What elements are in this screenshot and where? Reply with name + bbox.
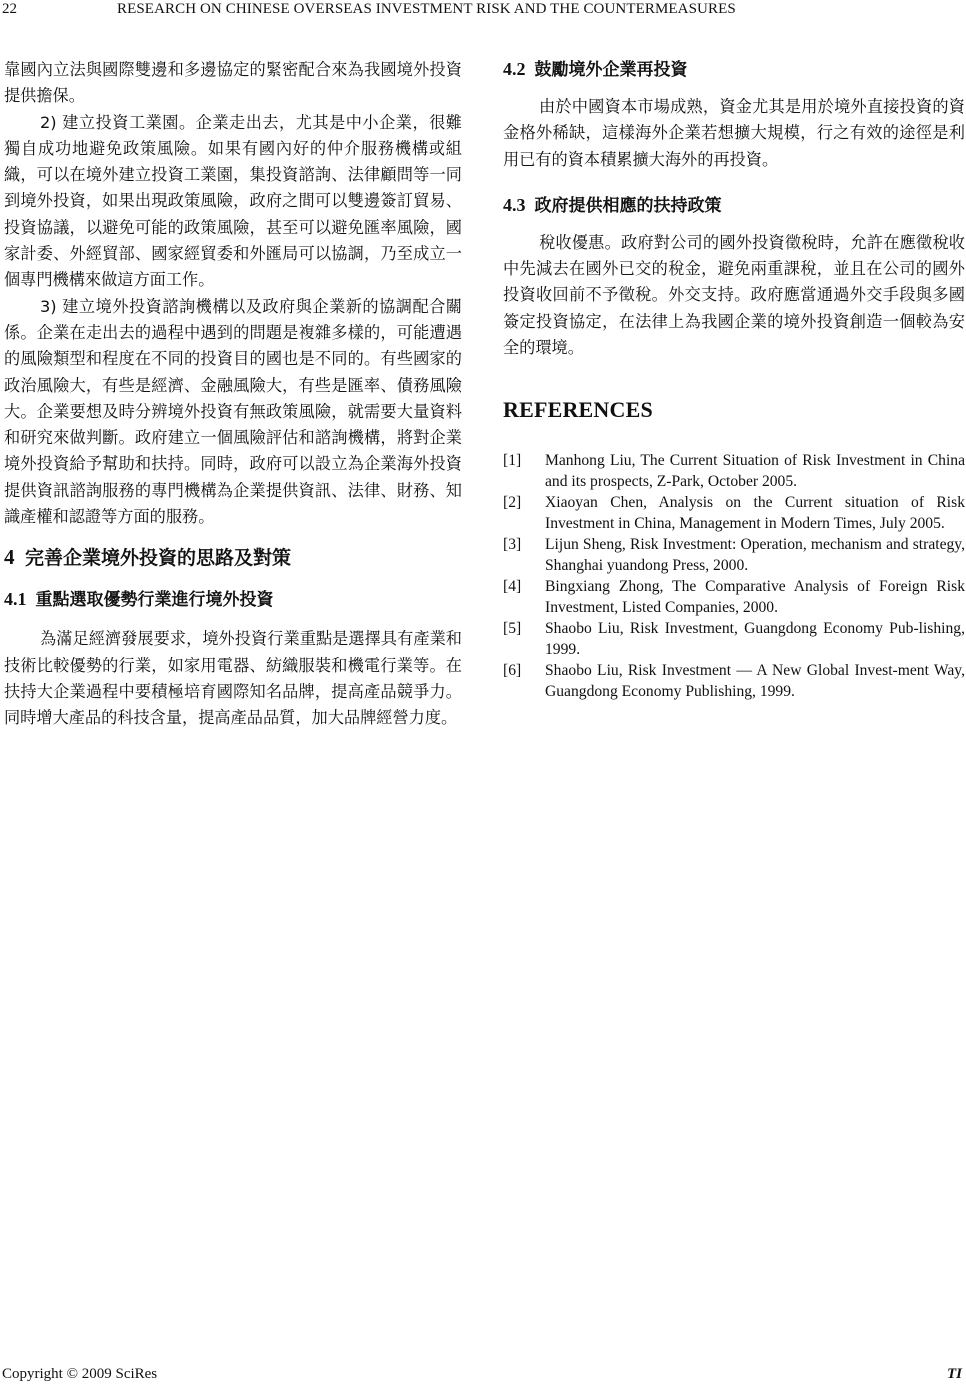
reference-number: [4] (503, 578, 522, 596)
paragraph-4-3: 稅收優惠。政府對公司的國外投資徵稅時，允許在應徵稅收中先減去在國外已交的稅金，避免兩重課稅，並且在公司的國外投資收回前不予徵稅。外交支持。政府應當通過外交手段與多國簽定投資協定，在法律上為我國企業的境外投資創造一個較為安全的環境。 (503, 232, 965, 358)
reference-list (503, 451, 965, 702)
left-column (4, 57, 462, 732)
reference-number: [6] (503, 662, 522, 680)
section-4-2-heading (503, 57, 965, 82)
paragraph-industrial-park: 2) 建立投資工業園。企業走出去，尤其是中小企業，很難獨自成功地避免政策風險。如果有國內好的仲介服務機構或組織，可以在境外建立投資工業園，集投資諮詢、法律顧問等一同到境外投資，如果出現政策風險，政府之間可以雙邊簽訂貿易、投資協議，以避免可能的政策風險，甚至可以避免匯率風險，國家計委、外經貿部、國家經貿委和外匯局可以協調，乃至成立一個專門機構來做這方面工作。 (4, 112, 462, 290)
reference-item (503, 619, 965, 660)
reference-item (503, 661, 965, 702)
running-title: RESEARCH ON CHINESE OVERSEAS INVESTMENT RISK AND THE COUNTERMEASURES (117, 1, 736, 17)
section-4-3-number: 4.3 (503, 194, 526, 215)
page-number: 22 (2, 1, 17, 17)
reference-text: Bingxiang Zhong, The Comparative Analysis of Foreign Risk Investment, Listed Companies, 2000. (545, 578, 965, 616)
paragraph-4-1: 為滿足經濟發展要求，境外投資行業重點是選擇具有產業和技術比較優勢的行業，如家用電器、紡織服裝和機電行業等。在扶持大企業過程中要積極培育國際知名品牌，提高產品競爭力。同時增大產品的科技含量，提高產品品質，加大品牌經營力度。 (4, 629, 462, 728)
paragraph-intro: 靠國內立法與國際雙邊和多邊協定的緊密配合來為我國境外投資提供擔保。 (4, 60, 462, 106)
section-4-2-number: 4.2 (503, 59, 526, 79)
reference-number: [5] (503, 620, 522, 638)
paragraph-consulting-agency: 3) 建立境外投資諮詢機構以及政府與企業新的協調配合關係。企業在走出去的過程中遇到的問題是複雜多樣的，可能遭遇的風險類型和程度在不同的投資目的國也是不同的。有些國家的政治風險大，有些是經濟、金融風險大，有些是匯率、債務風險大。企業要想及時分辨境外投資有無政策風險，就需要大量資料和研究來做判斷。政府建立一個風險評估和諮詢機構，將對企業境外投資給予幫助和扶持。同時，政府可以設立為企業海外投資提供資訊諮詢服務的專門機構為企業提供資訊、法律、財務、知識產權和認證等方面的服務。 (4, 296, 462, 527)
running-header (0, 0, 966, 22)
section-4-title: 完善企業境外投資的思路及對策 (25, 547, 292, 570)
reference-item (503, 577, 965, 618)
reference-number: [2] (503, 494, 522, 512)
reference-text: Manhong Liu, The Current Situation of Risk Investment in China and its prospects, Z-Park, October 2005. (545, 452, 965, 490)
reference-item (503, 535, 965, 576)
reference-text: Shaobo Liu, Risk Investment — A New Global Invest-ment Way, Guangdong Economy Publishing, 1999. (545, 662, 965, 700)
section-4-1-title: 重點選取優勢行業進行境外投資 (35, 590, 274, 611)
section-4-number: 4 (4, 545, 15, 570)
right-column (503, 57, 965, 703)
paragraph-4-2: 由於中國資本市場成熟，資金尤其是用於境外直接投資的資金格外稀缺，這樣海外企業若想擴大規模，行之有效的途徑是利用已有的資本積累擴大海外的再投資。 (503, 97, 965, 169)
reference-text: Lijun Sheng, Risk Investment: Operation, mechanism and strategy, Shanghai yuandong Press, 2000. (545, 536, 965, 574)
section-4-3-title: 政府提供相應的扶持政策 (534, 195, 722, 216)
reference-item (503, 451, 965, 492)
section-4-heading (4, 544, 462, 571)
section-4-2-title: 鼓勵境外企業再投資 (534, 60, 688, 80)
section-4-1-heading (4, 587, 462, 612)
reference-item (503, 493, 965, 534)
journal-abbreviation: TI (947, 1366, 962, 1382)
section-4-1-number: 4.1 (4, 589, 27, 610)
references-heading: REFERENCES (503, 397, 653, 423)
copyright-notice: Copyright © 2009 SciRes (2, 1366, 158, 1382)
reference-number: [1] (503, 452, 522, 470)
reference-text: Xiaoyan Chen, Analysis on the Current situation of Risk Investment in China, Management in Modern Times, July 2005. (545, 494, 965, 532)
reference-number: [3] (503, 536, 522, 554)
section-4-3-heading (503, 193, 965, 218)
reference-text: Shaobo Liu, Risk Investment, Guangdong Economy Pub-lishing, 1999. (545, 620, 965, 658)
page-footer (0, 1366, 966, 1386)
